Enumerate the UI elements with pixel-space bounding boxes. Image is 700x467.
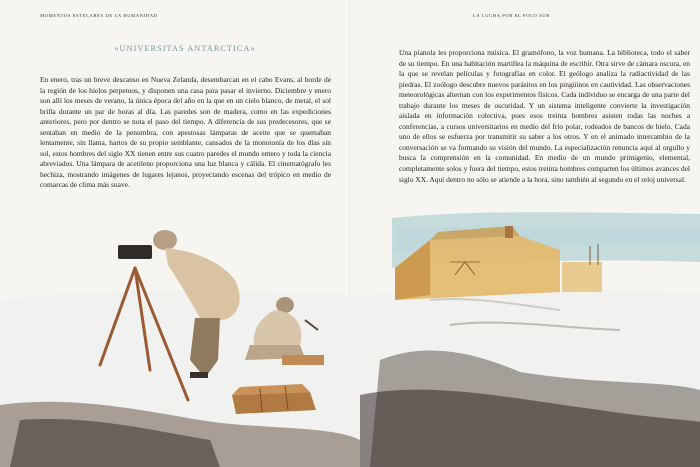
left-paragraph: En enero, tras un breve descanso en Nueva Zelanda, desembarcan en el cabo Evans, al borde de la región de los hielos perpetuos, y disponen una casa para pasar el invierno. Diciembre y enero son allí los meses de verano, la única época del año en la que en un cielo blanco, de metal, el sol brilla durante un par de horas al día. Las paredes son de madera, como en las expediciones anteriores, pero por dentro se nota el paso del tiempo. A diferencia de sus predecesores, que se sentaban en medio de la penumbra, con apestosas lámparas de aceite que se quemaban lentamente, sin llama, hartos de su propio semblante, cansados de la monotonía de los días sin sol, estos hombres del siglo XX tienen entre sus cuatro paredes el mundo entero y toda la ciencia abreviados. Una lámpara de acetileno proporciona una luz blanca y cálida. El cinematógrafo les hechiza, mostrando imágenes de lugares lejanos, proyectando escenas del trópico en medio de comarcas de clima más suave. — [40, 75, 331, 190]
section-title: «UNIVERSITAS ANTARCTICA» — [114, 44, 256, 53]
small-box-drawing — [282, 355, 324, 365]
kneeling-explorer-drawing — [245, 297, 318, 360]
right-running-head: LA LUCHA POR EL POLO SUR — [473, 13, 550, 18]
left-body-text — [40, 75, 331, 191]
tripod-drawing — [100, 268, 188, 400]
right-body-text — [399, 48, 690, 185]
standing-explorer-drawing — [153, 230, 240, 378]
right-paragraph: Una pianola les proporciona música. El gramófono, la voz humana. La biblioteca, todo el saber de su tiempo. En una habitación martillea la máquina de escribir. Otra sirve de cámara oscura, en la que se revelan películas y fotografías en color. El geólogo analiza la radiactividad de las piedras. El zoólogo descubre nuevos parásitos en los pingüinos en cautividad. Las observaciones meteorológicas alternan con los experimentos físicos. Cada individuo se encarga de una parte del trabajo durante los meses de oscuridad. Y un sistema inteligente convierte la investigación aislada en información colectiva, pues esos treinta hombres asisten todas las noches a conferencias, a cursos universitarios en medio del frío polar, rodeados de bancos de hielo. Cada uno de ellos se esfuerza por transmitir su saber a los otros. Y en el animado intercambio de la conversación se va formando su visión del mundo. La especialización renuncia aquí al orgullo y busca la comprensión en la comunidad. En medio de un mundo primigenio, elemental, completamente solos y fuera del tiempo, estos treinta hombres comparten los últimos avances del siglo XX. Aquí dentro no sólo se atiende a la hora, sino también al segundo en el reloj universal. — [399, 48, 690, 184]
page-gutter — [349, 0, 351, 467]
theodolite-drawing — [118, 245, 152, 259]
left-running-head: MOMENTOS ESTELARES DE LA HUMANIDAD — [40, 13, 158, 18]
hut-drawing — [395, 226, 602, 300]
crate-drawing — [232, 384, 316, 414]
